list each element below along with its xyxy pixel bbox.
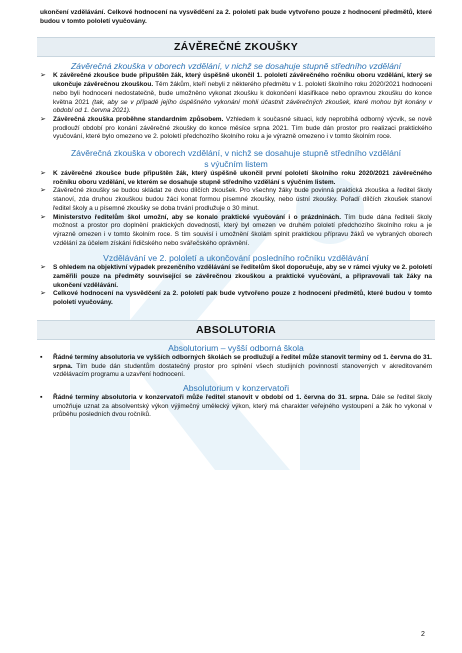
- list-item: ▪ Řádné termíny absolutoria v konzervatoři může ředitel stanovit v období od 1. června do 31. srpna. Dále se ředitel školy umožňuje uznat za absolventský výkon výjimečný umělecký výkon, který má charakter veřejného vystoupení a žák ho vykonal v průběhu posledních dvou ročníků.: [40, 393, 432, 419]
- list-item: ➢ K závěrečné zkoušce bude připuštěn žák, který úspěšně ukončil 1. pololetí závěrečného ročníku oboru vzdělání, který se ukončuje závěrečnou zkouškou. Těm žákům, kteří nebyli z některého předmětu v 1. pololetí školního roku 2020/2021 hodnoceni nebo byli hodnoceni nedostatečně, bude umožněno vykonat zkoušku k dokončení klasifikace nebo opravnou zkoušku do konce května 2021 (tak, aby se v případě jejího úspěšného vykonání mohli účastnit závěrečných zkoušek, které mohou být konány v období od 1. června 2021).: [40, 72, 432, 115]
- list-item: ➢ Celkové hodnocení na vysvědčení za 2. pololetí pak bude vytvořeno pouze z hodnocení předmětů, které budou v tomto pololetí vyučovány.: [40, 290, 432, 307]
- arrow-bullet-icon: ➢: [40, 115, 46, 123]
- section-heading-zaverecne-zkousky: ZÁVĚREČNÉ ZKOUŠKY: [37, 37, 435, 57]
- arrow-bullet-icon: ➢: [40, 72, 46, 80]
- square-bullet-icon: ▪: [40, 353, 43, 361]
- list-item: ➢ Ministerstvo ředitelům škol umožní, aby se konalo praktické vyučování i o prázdninách. Tím bude dána řediteli školy možnost a prostor pro doplnění praktických dovedností, který byl omezen ve druhém pololetí předchozího školního roku a je výrazně omezen i v tomto školním roce. S tím souvisí i umožnění školám splnit praktickou přípravu žáků ve vybraných oborech vzdělání za účelem získání řidičského nebo svářečského oprávnění.: [40, 213, 432, 247]
- subheading-zaverecna-zkouska: Závěrečná zkouška v oborech vzdělání, v nichž se dosahuje stupně středního vzdělání: [70, 61, 402, 72]
- arrow-bullet-icon: ➢: [40, 290, 46, 298]
- arrow-bullet-icon: ➢: [40, 264, 46, 272]
- list-item: ➢ Závěrečné zkoušky se budou skládat ze dvou dílčích zkoušek. Pro všechny žáky bude povinná praktická zkouška a ředitel školy stanoví, zda druhou zkouškou budou žáci konat formou písemné zkoušky, nebo ústní zkoušky. Pořadí dílčích zkoušek stanoví ředitel školy a u písemné zkoušky se doba trvání prodlužuje o 30 minut.: [40, 187, 432, 212]
- page-content: [40, 9, 432, 420]
- subheading-absolutorium-vos: Absolutorium – vyšší odborná škola: [168, 342, 304, 353]
- list-item: ➢ K závěrečné zkoušce bude připuštěn žák, který úspěšně ukončil první pololetí školního roku 2020/2021 závěrečného ročníku oboru vzdělání, ve kterém se dosahuje stupně středního vzdělání s výučním listem.: [40, 170, 432, 186]
- subheading-absolutorium-konzervator: Absolutorium v konzervatoři: [182, 382, 290, 393]
- arrow-bullet-icon: ➢: [40, 187, 46, 195]
- subheading-vzdelavani-2-pololeti: Vzdělávání ve 2. pololetí a ukončování posledního ročníku vzdělávání: [103, 253, 369, 264]
- section-heading-absolutoria: ABSOLUTORIA: [37, 320, 435, 340]
- subheading-vyucni-list: Závěrečná zkouška v oborech vzdělání, v nichž se dosahuje stupně středního vzdělání s výučním listem: [70, 148, 402, 170]
- list-item: ➢ S ohledem na objektivní výpadek prezenčního vzdělávání se ředitelům škol doporučuje, aby se v rámci výuky ve 2. pololetí zaměřili pouze na předměty související se závěrečnou zkouškou a praktické vyučování, a připravovali tak žáky na ukončení vzdělávání.: [40, 264, 432, 289]
- list-item: ➢ Závěrečná zkouška proběhne standardním způsobem. Vzhledem k současné situaci, kdy neprobíhá odborný výcvik, se nově prodlouží období pro konání závěrečné zkoušky do konce měsíce srpna 2021. Tím bude dán prostor pro realizaci praktického vyučování, které bylo omezeno ve 2. pololetí předchozího školního roku a je výrazně omezeno i v tomto školním roce.: [40, 115, 432, 141]
- list-item: ▪ Řádné termíny absolutoria ve vyšších odborných školách se prodlužují a ředitel může stanovit terminy od 1. června do 31. srpna. Tím bude dán studentům dostatečný prostor pro splnění všech studijních povinností stanovených v akreditovaném vzdělávacím programu a uzavření hodnocení.: [40, 353, 432, 379]
- square-bullet-icon: ▪: [40, 393, 43, 401]
- page-number: 2: [421, 631, 425, 638]
- arrow-bullet-icon: ➢: [40, 213, 46, 221]
- arrow-bullet-icon: ➢: [40, 170, 46, 178]
- intro-paragraph: ukončení vzdělávání. Celkové hodnocení na vysvědčení za 2. pololetí pak bude vytvořeno pouze z hodnocení předmětů, které budou v tomto pololetí vyučovány.: [40, 9, 432, 25]
